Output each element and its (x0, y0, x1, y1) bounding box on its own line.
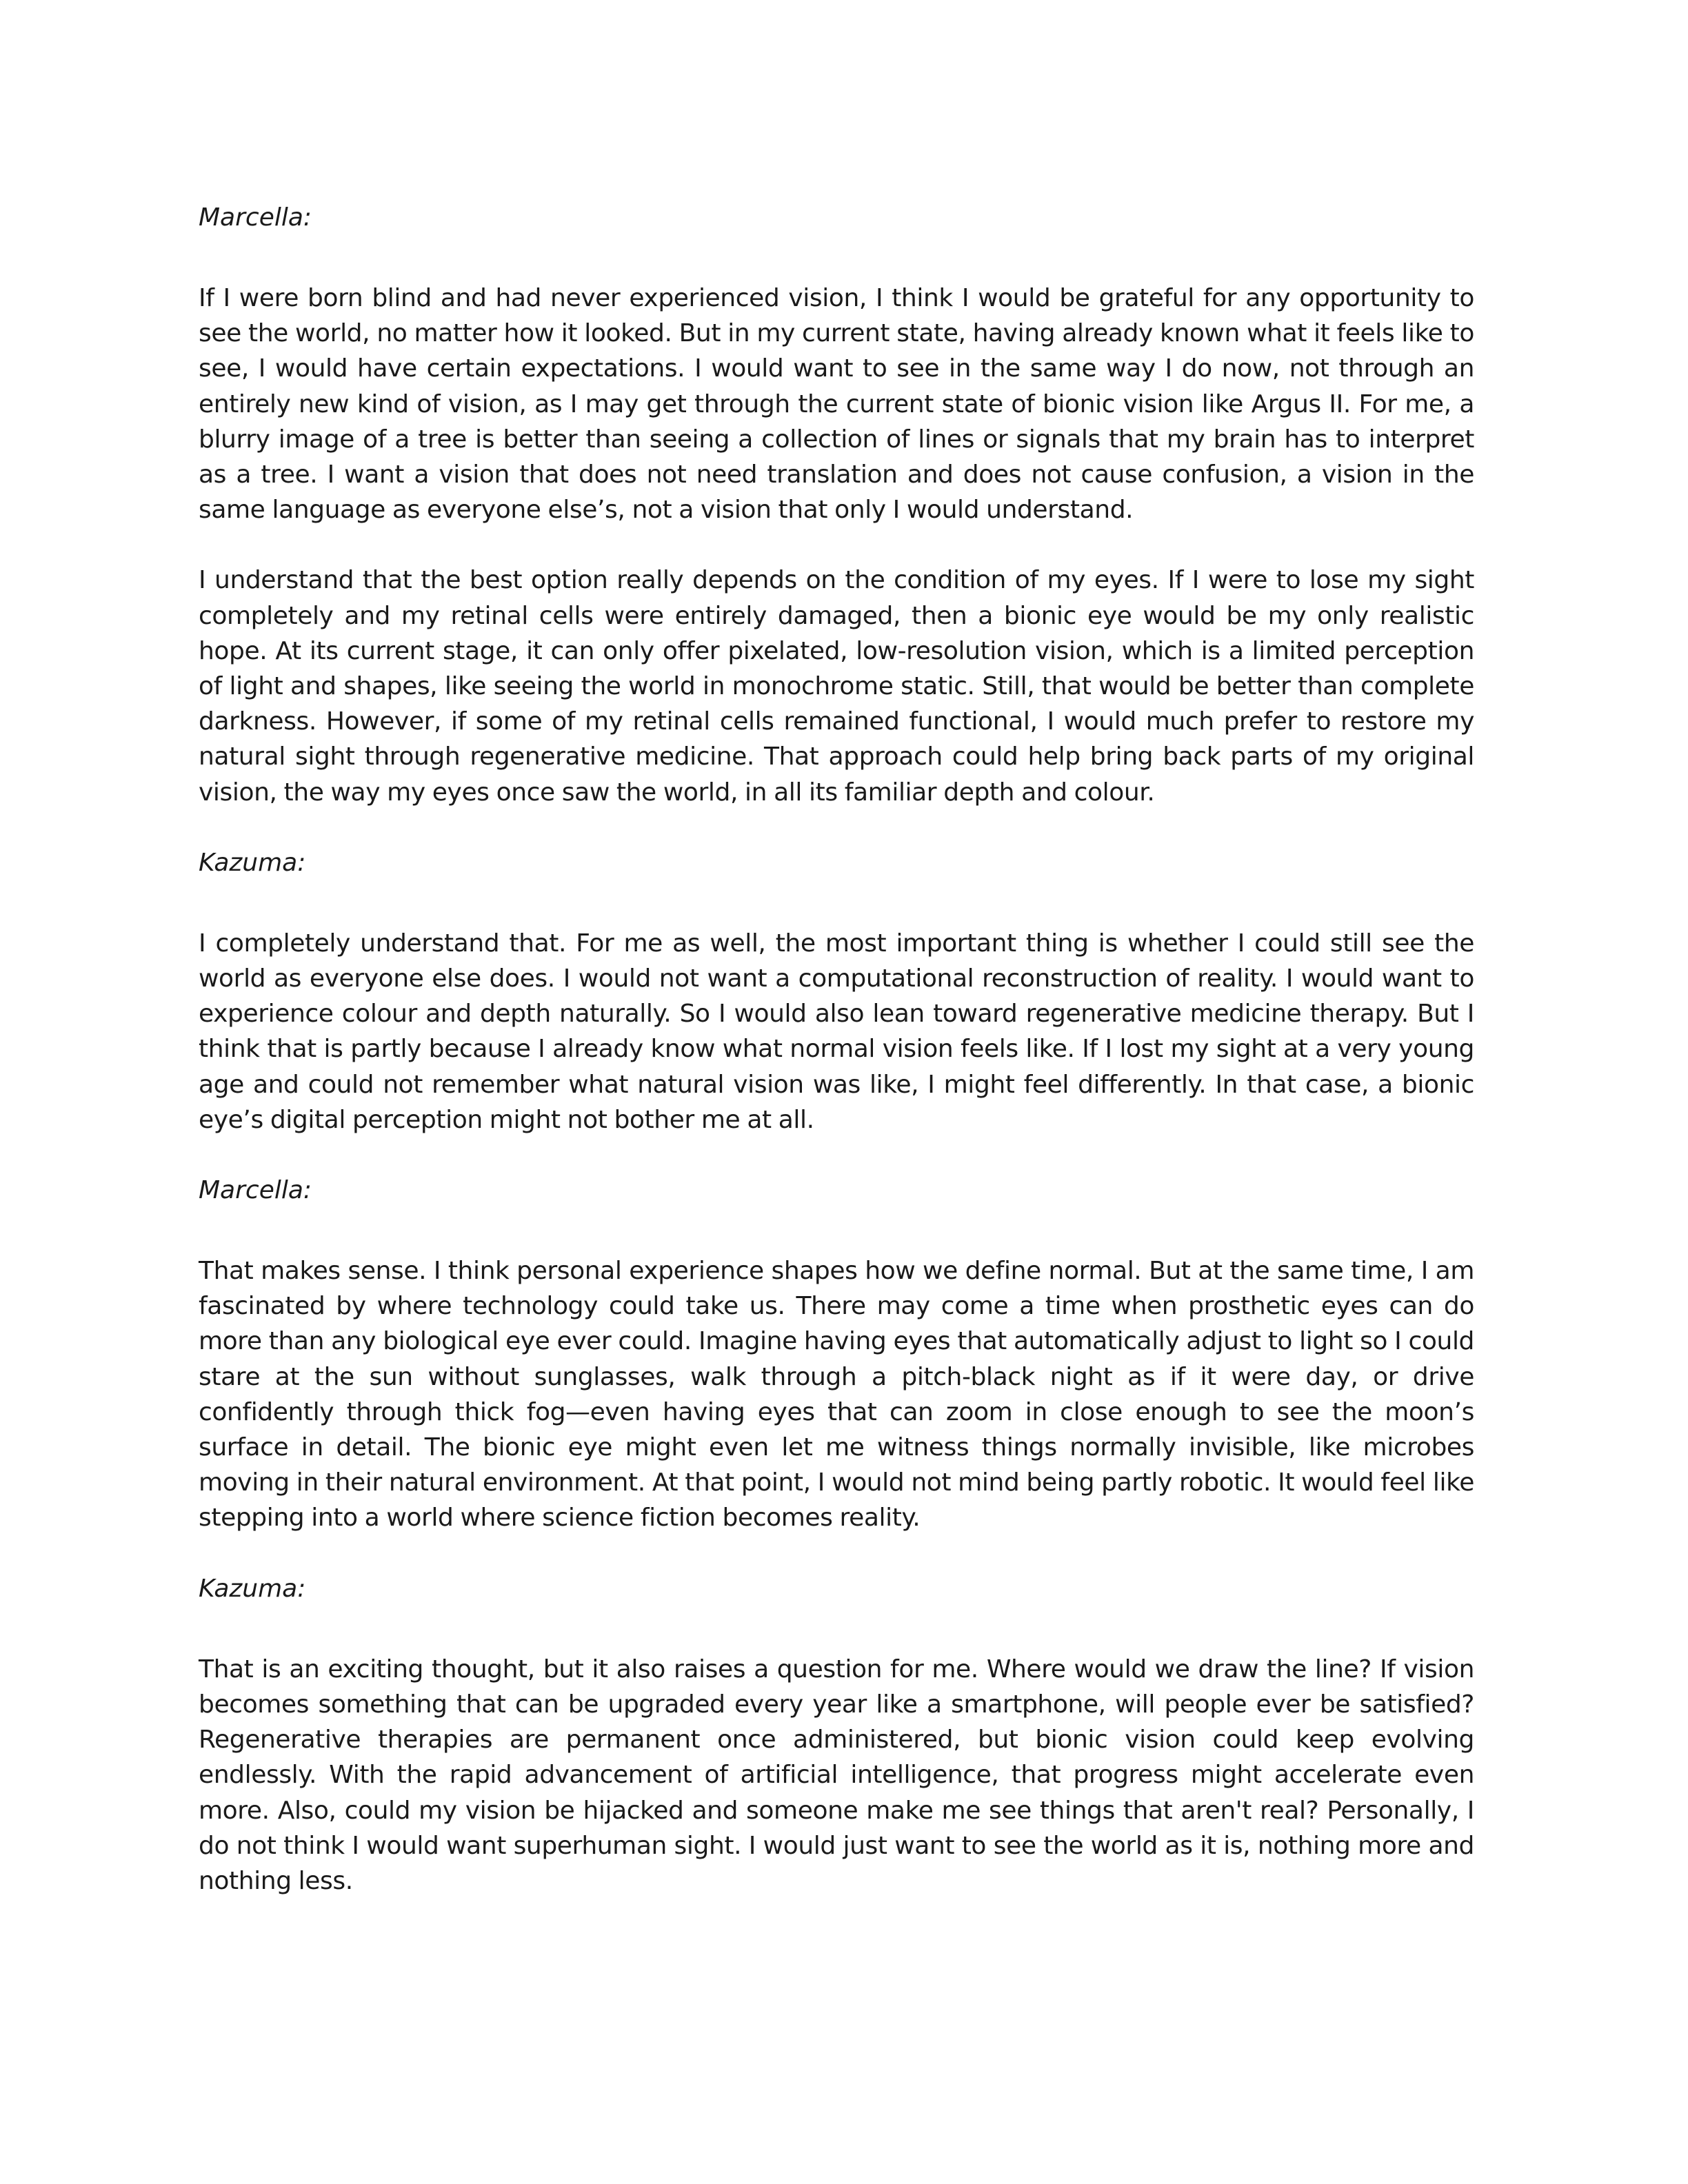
dialogue-paragraph: That makes sense. I think personal experience shapes how we define normal. But at the same time, I am fascinated by where technology could take us. There may come a time when prosthetic eyes can do more than any biological eye ever could. Imagine having eyes that automatically adjust to light so I could stare at the sun without sunglasses, walk through a pitch-black night as if it were day, or drive confidently through thick fog—even having eyes that can zoom in close enough to see the moon’s surface in detail. The bionic eye might even let me witness things normally invisible, like microbes moving in their natural environment. At that point, I would not mind being partly robotic. It would feel like stepping into a world where science fiction becomes reality. (199, 1257, 1474, 1533)
dialogue-paragraph: If I were born blind and had never experienced vision, I think I would be grateful for any opportunity to see the world, no matter how it looked. But in my current state, having already known what it feels like to see, I would have certain expectations. I would want to see in the same way I do now, not through an entirely new kind of vision, as I may get through the current state of bionic vision like Argus II. For me, a blurry image of a tree is better than seeing a collection of lines or signals that my brain has to interpret as a tree. I want a vision that does not need translation and does not cause confusion, a vision in the same language as everyone else’s, not a vision that only I would understand. (199, 284, 1474, 525)
document-page (199, 200, 1474, 1934)
dialogue-paragraph: I understand that the best option really depends on the condition of my eyes. If I were to lose my sight completely and my retinal cells were entirely damaged, then a bionic eye would be my only realistic hope. At its current stage, it can only offer pixelated, low-resolution vision, which is a limited perception of light and shapes, like seeing the world in monochrome static. Still, that would be better than complete darkness. However, if some of my retinal cells remained functional, I would much prefer to restore my natural sight through regenerative medicine. That approach could help bring back parts of my original vision, the way my eyes once saw the world, in all its familiar depth and colour. (199, 566, 1474, 807)
speaker-label: Kazuma: (199, 848, 306, 877)
dialogue-paragraph: That is an exciting thought, but it also raises a question for me. Where would we draw the line? If vision becomes something that can be upgraded every year like a smartphone, will people ever be satisfied? Regenerative therapies are permanent once administered, but bionic vision could keep evolving endlessly. With the rapid advancement of artificial intelligence, that progress might accelerate even more. Also, could my vision be hijacked and someone make me see things that aren't real? Personally, I do not think I would want superhuman sight. I would just want to see the world as it is, nothing more and nothing less. (199, 1655, 1474, 1895)
speaker-label: Marcella: (199, 1176, 312, 1205)
speaker-label: Marcella: (199, 203, 312, 232)
speaker-label: Kazuma: (199, 1574, 306, 1603)
dialogue-paragraph: I completely understand that. For me as well, the most important thing is whether I could still see the world as everyone else does. I would not want a computational reconstruction of reality. I would want to experience colour and depth naturally. So I would also lean toward regenerative medicine therapy. But I think that is partly because I already know what normal vision feels like. If I lost my sight at a very young age and could not remember what natural vision was like, I might feel differently. In that case, a bionic eye’s digital perception might not bother me at all. (199, 929, 1474, 1134)
